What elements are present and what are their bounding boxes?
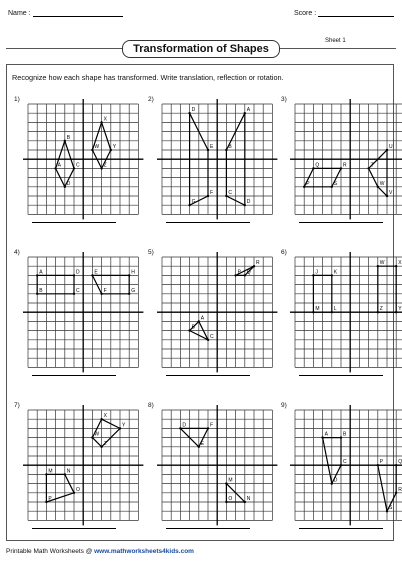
vertex-point [377, 464, 379, 466]
vertex-label: B [228, 144, 232, 150]
vertex-label: Q [246, 269, 251, 276]
vertex-point [244, 501, 246, 503]
problem-number: 1) [14, 96, 20, 103]
vertex-label: M [228, 477, 233, 484]
vertex-label: N [246, 496, 251, 502]
vertex-label: J [315, 269, 318, 276]
vertex-point [64, 473, 66, 475]
coordinate-grid [289, 404, 402, 526]
coordinate-grid [22, 98, 144, 220]
vertex-point [73, 293, 75, 295]
vertex-label: Q [398, 459, 402, 466]
vertex-label: R [398, 486, 402, 493]
vertex-point [303, 186, 305, 188]
vertex-label: Z [379, 306, 383, 313]
vertex-point [64, 186, 66, 188]
vertex-point [321, 436, 323, 438]
vertex-label: Q [315, 162, 320, 169]
vertex-label: D [191, 107, 196, 114]
vertex-label: E [200, 440, 205, 447]
vertex-label: B [343, 431, 347, 438]
answer-line[interactable] [166, 375, 250, 376]
vertex-point [128, 274, 130, 276]
vertex-point [100, 293, 102, 295]
vertex-point [386, 195, 388, 197]
vertex-point [395, 265, 397, 267]
vertex-point [331, 482, 333, 484]
vertex-label: A [246, 107, 251, 114]
vertex-label: N [66, 468, 71, 475]
problem-number: 6) [281, 249, 287, 256]
vertex-point [45, 501, 47, 503]
vertex-point [340, 167, 342, 169]
vertex-label: O [76, 486, 80, 493]
problem-number: 4) [14, 249, 20, 256]
problem-number: 2) [148, 96, 154, 103]
vertex-label: F [210, 422, 214, 429]
vertex-point [91, 436, 93, 438]
vertex-point [100, 167, 102, 169]
vertex-label: X [398, 260, 402, 267]
answer-line[interactable] [32, 222, 116, 223]
vertex-point [64, 140, 66, 142]
vertex-point [386, 149, 388, 151]
answer-line[interactable] [32, 375, 116, 376]
instructions: Recognize how each shape has transformed. Write translation, reflection or rotation. [12, 73, 284, 82]
vertex-point [340, 464, 342, 466]
vertex-point [225, 195, 227, 197]
vertex-label: D [76, 269, 80, 276]
answer-line[interactable] [166, 528, 250, 529]
vertex-label: G [131, 287, 136, 294]
vertex-label: X [103, 116, 107, 123]
vertex-label: C [343, 459, 347, 466]
vertex-point [45, 473, 47, 475]
coordinate-grid [22, 404, 144, 526]
coordinate-grid [289, 251, 402, 373]
footer-text: Printable Math Worksheets @ [6, 548, 95, 555]
vertex-label: Z [103, 440, 107, 447]
vertex-point [377, 265, 379, 267]
vertex-point [188, 204, 190, 206]
problem-number: 5) [148, 249, 154, 256]
vertex-point [110, 149, 112, 151]
vertex-label: C [76, 162, 80, 169]
vertex-label: B [39, 287, 43, 294]
vertex-point [244, 204, 246, 206]
coordinate-grid [156, 404, 278, 526]
vertex-label: Y [112, 144, 117, 150]
vertex-label: R [256, 260, 260, 267]
vertex-point [234, 274, 236, 276]
name-label: Name : [8, 10, 31, 17]
name-field[interactable] [8, 8, 123, 17]
sheet-label: Sheet 1 [325, 38, 346, 44]
vertex-point [100, 121, 102, 123]
vertex-label: F [103, 287, 107, 294]
vertex-label: P [379, 459, 384, 466]
vertex-point [395, 311, 397, 313]
vertex-point [36, 274, 38, 276]
vertex-label: B [66, 134, 71, 141]
vertex-point [207, 195, 209, 197]
vertex-point [207, 339, 209, 341]
vertex-label: R [343, 162, 347, 169]
vertex-point [100, 418, 102, 420]
vertex-label: C [76, 287, 80, 294]
vertex-point [225, 482, 227, 484]
vertex-label: D [66, 180, 71, 187]
vertex-label: O [228, 496, 233, 502]
vertex-label: A [57, 162, 61, 169]
answer-line[interactable] [299, 375, 383, 376]
vertex-point [244, 112, 246, 114]
vertex-point [395, 492, 397, 494]
vertex-point [340, 436, 342, 438]
problem-number: 8) [148, 402, 154, 409]
answer-line[interactable] [32, 528, 116, 529]
vertex-point [73, 492, 75, 494]
vertex-point [188, 329, 190, 331]
vertex-point [225, 149, 227, 151]
vertex-label: M [48, 468, 53, 475]
vertex-label: A [200, 315, 205, 322]
vertex-point [100, 446, 102, 448]
vertex-point [331, 186, 333, 188]
vertex-point [331, 274, 333, 276]
problem-number: 9) [281, 402, 287, 409]
vertex-point [367, 167, 369, 169]
score-label: Score : [294, 10, 317, 17]
vertex-label: W [379, 180, 385, 187]
vertex-label: Y [122, 422, 126, 429]
vertex-point [73, 274, 75, 276]
vertex-label: X [103, 413, 107, 420]
vertex-label: D [182, 422, 187, 429]
vertex-label: G [191, 199, 196, 206]
vertex-label: K [333, 269, 338, 276]
vertex-point [331, 311, 333, 313]
vertex-point [244, 274, 246, 276]
score-field[interactable] [294, 8, 394, 17]
vertex-point [179, 427, 181, 429]
problem-number: 3) [281, 96, 287, 103]
vertex-point [119, 427, 121, 429]
vertex-point [312, 274, 314, 276]
vertex-point [312, 167, 314, 169]
answer-line[interactable] [299, 528, 383, 529]
coordinate-grid [156, 98, 278, 220]
vertex-label: W [379, 260, 385, 267]
vertex-label: Z [103, 162, 107, 169]
vertex-label: W [94, 431, 100, 438]
vertex-label: E [210, 144, 214, 150]
vertex-point [198, 446, 200, 448]
vertex-label: A [324, 431, 328, 438]
vertex-label: U [389, 144, 393, 150]
vertex-point [386, 510, 388, 512]
vertex-point [91, 274, 93, 276]
vertex-label: P [306, 180, 310, 187]
vertex-point [36, 293, 38, 295]
vertex-label: W [94, 144, 100, 150]
answer-line[interactable] [166, 222, 250, 223]
vertex-label: Y [398, 306, 402, 313]
vertex-label: E [94, 269, 98, 276]
vertex-point [91, 149, 93, 151]
footer-site-link[interactable]: www.mathworksheets4kids.com [94, 548, 194, 555]
vertex-point [312, 311, 314, 313]
vertex-point [188, 112, 190, 114]
footer [6, 548, 194, 555]
vertex-point [207, 149, 209, 151]
vertex-label: A [39, 269, 43, 276]
vertex-point [128, 293, 130, 295]
coordinate-grid [156, 251, 278, 373]
vertex-point [54, 167, 56, 169]
vertex-label: M [315, 306, 320, 313]
vertex-point [198, 320, 200, 322]
vertex-label: D [333, 477, 338, 484]
vertex-label: P [48, 496, 52, 502]
problem-number: 7) [14, 402, 20, 409]
vertex-point [253, 265, 255, 267]
coordinate-grid [289, 98, 402, 220]
vertex-label: B [191, 324, 195, 331]
vertex-label: C [210, 333, 214, 340]
vertex-point [207, 427, 209, 429]
vertex-label: H [131, 269, 135, 276]
vertex-point [377, 311, 379, 313]
vertex-label: T [370, 162, 374, 169]
vertex-point [395, 464, 397, 466]
answer-line[interactable] [299, 222, 383, 223]
vertex-label: D [246, 199, 251, 206]
vertex-point [225, 501, 227, 503]
vertex-label: L [333, 306, 337, 313]
vertex-label: C [228, 190, 233, 196]
vertex-label: V [389, 190, 393, 196]
coordinate-grid [22, 251, 144, 373]
vertex-label: S [333, 180, 338, 187]
vertex-label: P [237, 269, 241, 276]
page-title: Transformation of Shapes [122, 40, 280, 58]
vertex-label: F [210, 190, 214, 196]
vertex-point [73, 167, 75, 169]
vertex-point [377, 186, 379, 188]
vertex-label: S [389, 505, 393, 512]
